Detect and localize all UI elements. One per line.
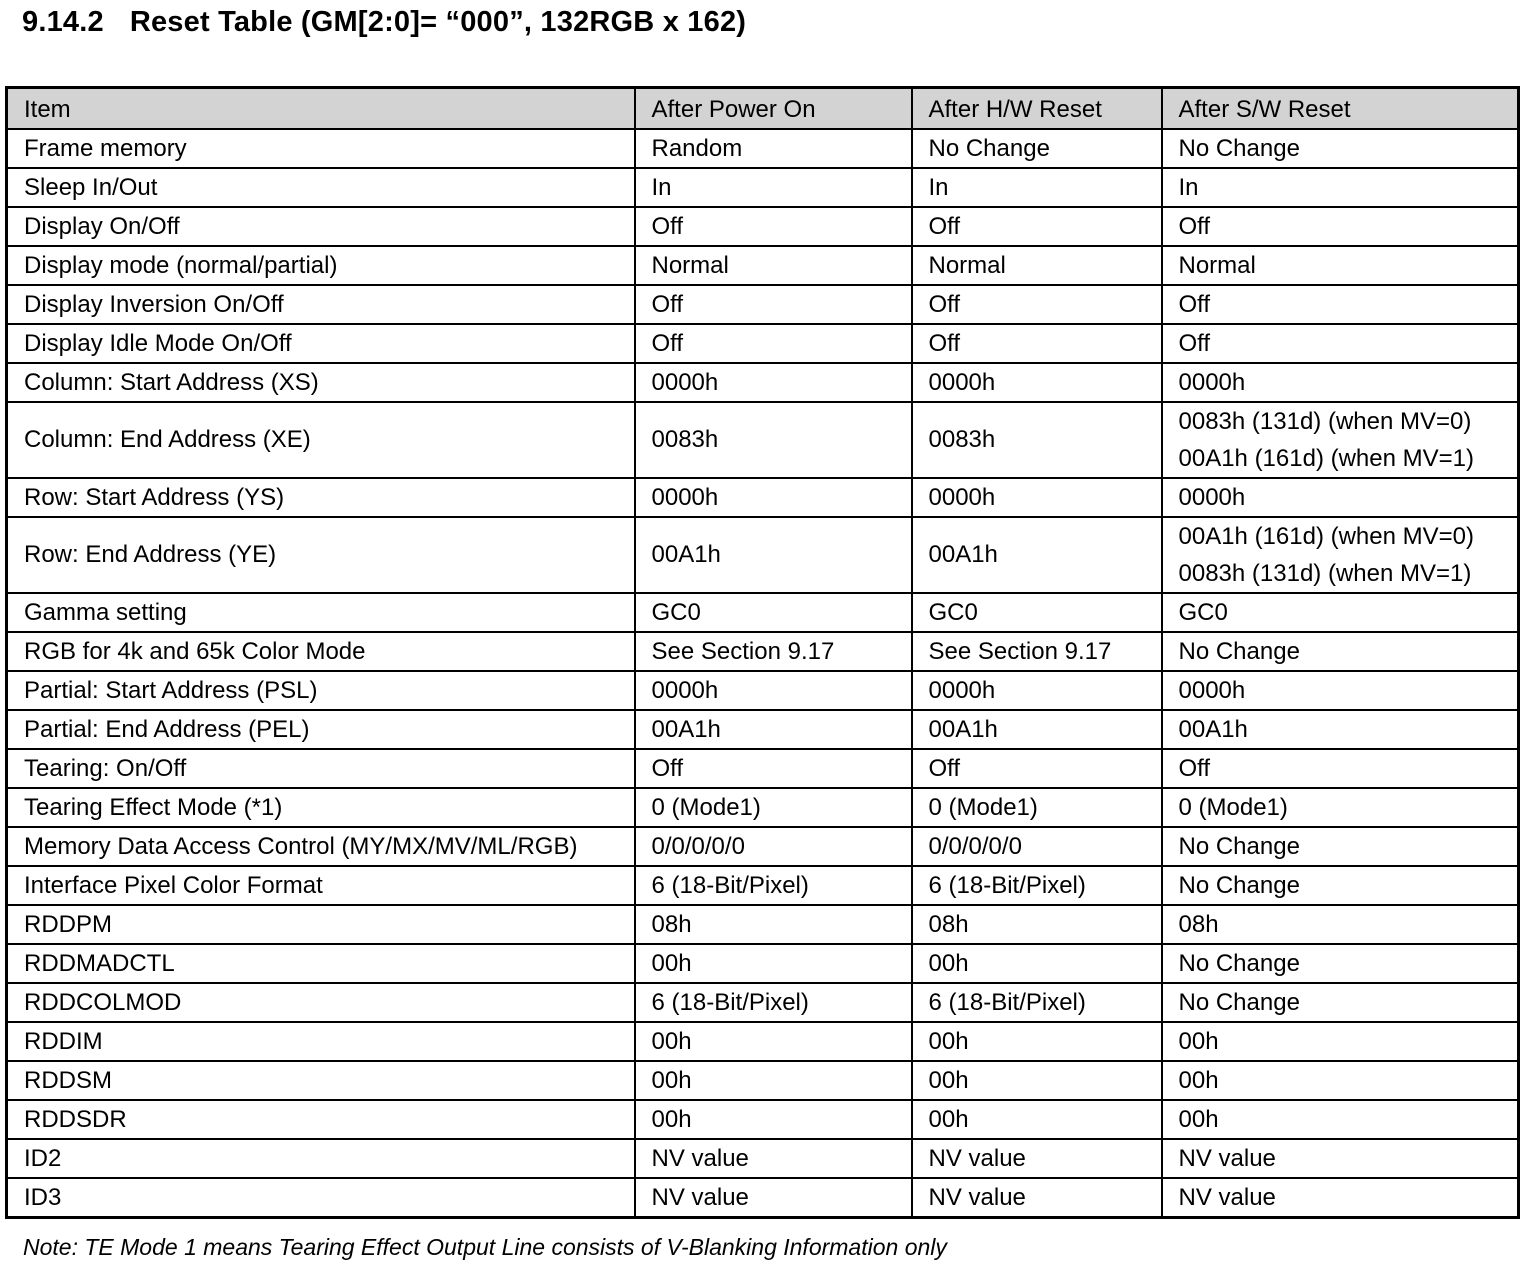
cell-after-sw-reset [1162, 749, 1519, 788]
cell-after-power-on: Off [635, 324, 912, 363]
cell-line: Off [1178, 755, 1211, 782]
cell-after-sw-reset [1162, 363, 1519, 402]
cell-after-sw-reset [1162, 246, 1519, 285]
cell-line: 00h [1178, 1106, 1219, 1133]
cell-item: Tearing Effect Mode (*1) [7, 788, 635, 827]
header-after-hw-reset: After H/W Reset [912, 88, 1162, 130]
cell-after-hw-reset: 08h [912, 905, 1162, 944]
cell-after-power-on: 00h [635, 944, 912, 983]
cell-after-hw-reset: 0000h [912, 671, 1162, 710]
cell-item: Display mode (normal/partial) [7, 246, 635, 285]
cell-after-hw-reset: 00A1h [912, 710, 1162, 749]
cell-after-hw-reset: 00A1h [912, 517, 1162, 593]
table-row [7, 478, 1519, 517]
cell-after-hw-reset: GC0 [912, 593, 1162, 632]
cell-after-power-on: 6 (18-Bit/Pixel) [635, 866, 912, 905]
cell-line: 0 (Mode1) [1178, 794, 1288, 821]
table-row [7, 710, 1519, 749]
cell-line: 00h [1178, 1028, 1219, 1055]
table-row [7, 1100, 1519, 1139]
table-row [7, 207, 1519, 246]
cell-item: RDDMADCTL [7, 944, 635, 983]
cell-after-power-on: Off [635, 207, 912, 246]
cell-after-hw-reset: 6 (18-Bit/Pixel) [912, 866, 1162, 905]
cell-item: Tearing: On/Off [7, 749, 635, 788]
cell-after-hw-reset: NV value [912, 1178, 1162, 1218]
cell-line: NV value [1178, 1184, 1276, 1211]
cell-item: ID3 [7, 1178, 635, 1218]
cell-after-sw-reset [1162, 710, 1519, 749]
cell-item: Partial: End Address (PEL) [7, 710, 635, 749]
table-row [7, 1022, 1519, 1061]
cell-after-sw-reset [1162, 207, 1519, 246]
cell-after-power-on: See Section 9.17 [635, 632, 912, 671]
section-heading [22, 6, 746, 39]
cell-after-hw-reset: 00h [912, 1022, 1162, 1061]
table-row [7, 593, 1519, 632]
cell-after-hw-reset: 6 (18-Bit/Pixel) [912, 983, 1162, 1022]
cell-after-hw-reset: See Section 9.17 [912, 632, 1162, 671]
cell-item: Column: End Address (XE) [7, 402, 635, 478]
cell-line: 0000h [1178, 677, 1246, 704]
table-row [7, 788, 1519, 827]
cell-after-hw-reset: NV value [912, 1139, 1162, 1178]
table-row [7, 363, 1519, 402]
cell-line: 00A1h [1178, 716, 1248, 743]
cell-line: Normal [1178, 252, 1256, 279]
cell-after-power-on: 0000h [635, 478, 912, 517]
cell-after-power-on: 00A1h [635, 517, 912, 593]
table-header [7, 88, 1519, 130]
cell-line: 0000h [1178, 484, 1246, 511]
cell-after-sw-reset [1162, 1139, 1519, 1178]
cell-after-sw-reset [1162, 1061, 1519, 1100]
section-title: Reset Table (GM[2:0]= “000”, 132RGB x 162) [129, 6, 747, 38]
cell-after-power-on: Random [635, 129, 912, 168]
cell-after-power-on: 00A1h [635, 710, 912, 749]
cell-item: RDDSDR [7, 1100, 635, 1139]
cell-item: RDDSM [7, 1061, 635, 1100]
cell-line: NV value [1178, 1145, 1276, 1172]
table-row [7, 246, 1519, 285]
cell-after-sw-reset [1162, 593, 1519, 632]
reset-table [5, 86, 1520, 1219]
cell-after-hw-reset: Off [912, 207, 1162, 246]
table-row [7, 983, 1519, 1022]
cell-after-power-on: In [635, 168, 912, 207]
cell-item: Column: Start Address (XS) [7, 363, 635, 402]
table-row [7, 944, 1519, 983]
table-row [7, 517, 1519, 593]
table-body [7, 129, 1519, 1218]
cell-after-hw-reset: 00h [912, 1100, 1162, 1139]
cell-after-power-on: Normal [635, 246, 912, 285]
cell-after-sw-reset [1162, 1100, 1519, 1139]
cell-after-power-on: 00h [635, 1061, 912, 1100]
cell-line: Off [1178, 291, 1211, 318]
cell-line: 00h [1178, 1067, 1219, 1094]
cell-after-power-on: NV value [635, 1178, 912, 1218]
cell-item: Gamma setting [7, 593, 635, 632]
table-row [7, 324, 1519, 363]
cell-line: No Change [1178, 872, 1300, 899]
cell-after-power-on: 0/0/0/0/0 [635, 827, 912, 866]
cell-item: Interface Pixel Color Format [7, 866, 635, 905]
cell-after-hw-reset: 0000h [912, 363, 1162, 402]
table-row [7, 168, 1519, 207]
cell-after-hw-reset: Normal [912, 246, 1162, 285]
cell-after-power-on: Off [635, 285, 912, 324]
table-row [7, 1178, 1519, 1218]
cell-line: No Change [1178, 833, 1300, 860]
cell-after-hw-reset: 0083h [912, 402, 1162, 478]
cell-item: Row: End Address (YE) [7, 517, 635, 593]
cell-after-hw-reset: 0/0/0/0/0 [912, 827, 1162, 866]
cell-item: Display Inversion On/Off [7, 285, 635, 324]
header-after-sw-reset: After S/W Reset [1162, 88, 1519, 130]
cell-item: Partial: Start Address (PSL) [7, 671, 635, 710]
table-note: Note: TE Mode 1 means Tearing Effect Output Line consists of V-Blanking Information only [23, 1234, 947, 1260]
cell-after-sw-reset [1162, 1178, 1519, 1218]
cell-after-power-on: 0000h [635, 671, 912, 710]
cell-line: 08h [1178, 911, 1219, 938]
table-row [7, 866, 1519, 905]
cell-line: No Change [1178, 135, 1300, 162]
section-number: 9.14.2 [22, 6, 104, 38]
cell-item: Display Idle Mode On/Off [7, 324, 635, 363]
cell-line: 0083h (131d) (when MV=1) [1178, 560, 1472, 587]
cell-line: 0000h [1178, 369, 1246, 396]
cell-after-sw-reset [1162, 944, 1519, 983]
cell-after-hw-reset: Off [912, 285, 1162, 324]
cell-after-sw-reset [1162, 517, 1519, 593]
cell-line: 0083h (131d) (when MV=0) [1178, 408, 1472, 435]
cell-after-hw-reset: 0000h [912, 478, 1162, 517]
cell-line: In [1178, 174, 1199, 201]
cell-after-sw-reset [1162, 1022, 1519, 1061]
cell-after-power-on: 0 (Mode1) [635, 788, 912, 827]
cell-after-power-on: 00h [635, 1100, 912, 1139]
cell-line: No Change [1178, 638, 1300, 665]
cell-line: GC0 [1178, 599, 1228, 626]
table-row [7, 285, 1519, 324]
cell-after-hw-reset: No Change [912, 129, 1162, 168]
cell-after-sw-reset [1162, 632, 1519, 671]
cell-after-power-on: Off [635, 749, 912, 788]
cell-after-sw-reset [1162, 478, 1519, 517]
cell-item: RDDPM [7, 905, 635, 944]
cell-after-sw-reset [1162, 827, 1519, 866]
cell-item: RGB for 4k and 65k Color Mode [7, 632, 635, 671]
table-row [7, 1061, 1519, 1100]
cell-item: Sleep In/Out [7, 168, 635, 207]
cell-after-hw-reset: Off [912, 749, 1162, 788]
header-after-power-on: After Power On [635, 88, 912, 130]
cell-after-power-on: NV value [635, 1139, 912, 1178]
cell-item: ID2 [7, 1139, 635, 1178]
cell-after-sw-reset [1162, 285, 1519, 324]
cell-after-hw-reset: Off [912, 324, 1162, 363]
table-row [7, 749, 1519, 788]
cell-after-sw-reset [1162, 788, 1519, 827]
header-row [7, 88, 1519, 130]
cell-item: Memory Data Access Control (MY/MX/MV/ML/RGB) [7, 827, 635, 866]
cell-after-hw-reset: 00h [912, 944, 1162, 983]
cell-line: No Change [1178, 989, 1300, 1016]
cell-after-power-on: GC0 [635, 593, 912, 632]
cell-after-sw-reset [1162, 402, 1519, 478]
table-row [7, 402, 1519, 478]
cell-after-hw-reset: In [912, 168, 1162, 207]
cell-after-sw-reset [1162, 129, 1519, 168]
table-row [7, 905, 1519, 944]
table-row [7, 1139, 1519, 1178]
table-row [7, 671, 1519, 710]
cell-after-power-on: 00h [635, 1022, 912, 1061]
cell-item: RDDCOLMOD [7, 983, 635, 1022]
cell-item: Frame memory [7, 129, 635, 168]
cell-after-sw-reset [1162, 905, 1519, 944]
cell-after-hw-reset: 00h [912, 1061, 1162, 1100]
cell-line: 00A1h (161d) (when MV=0) [1178, 523, 1474, 550]
cell-line: No Change [1178, 950, 1300, 977]
cell-after-sw-reset [1162, 671, 1519, 710]
table-row [7, 632, 1519, 671]
table-row [7, 129, 1519, 168]
cell-after-sw-reset [1162, 324, 1519, 363]
cell-item: Display On/Off [7, 207, 635, 246]
cell-item: Row: Start Address (YS) [7, 478, 635, 517]
cell-after-power-on: 0000h [635, 363, 912, 402]
cell-after-sw-reset [1162, 866, 1519, 905]
table-row [7, 827, 1519, 866]
cell-after-power-on: 08h [635, 905, 912, 944]
cell-item: RDDIM [7, 1022, 635, 1061]
cell-line: Off [1178, 330, 1211, 357]
cell-after-sw-reset [1162, 983, 1519, 1022]
cell-line: Off [1178, 213, 1211, 240]
cell-after-hw-reset: 0 (Mode1) [912, 788, 1162, 827]
header-item: Item [7, 88, 635, 130]
cell-after-sw-reset [1162, 168, 1519, 207]
cell-after-power-on: 6 (18-Bit/Pixel) [635, 983, 912, 1022]
cell-line: 00A1h (161d) (when MV=1) [1178, 445, 1474, 472]
cell-after-power-on: 0083h [635, 402, 912, 478]
